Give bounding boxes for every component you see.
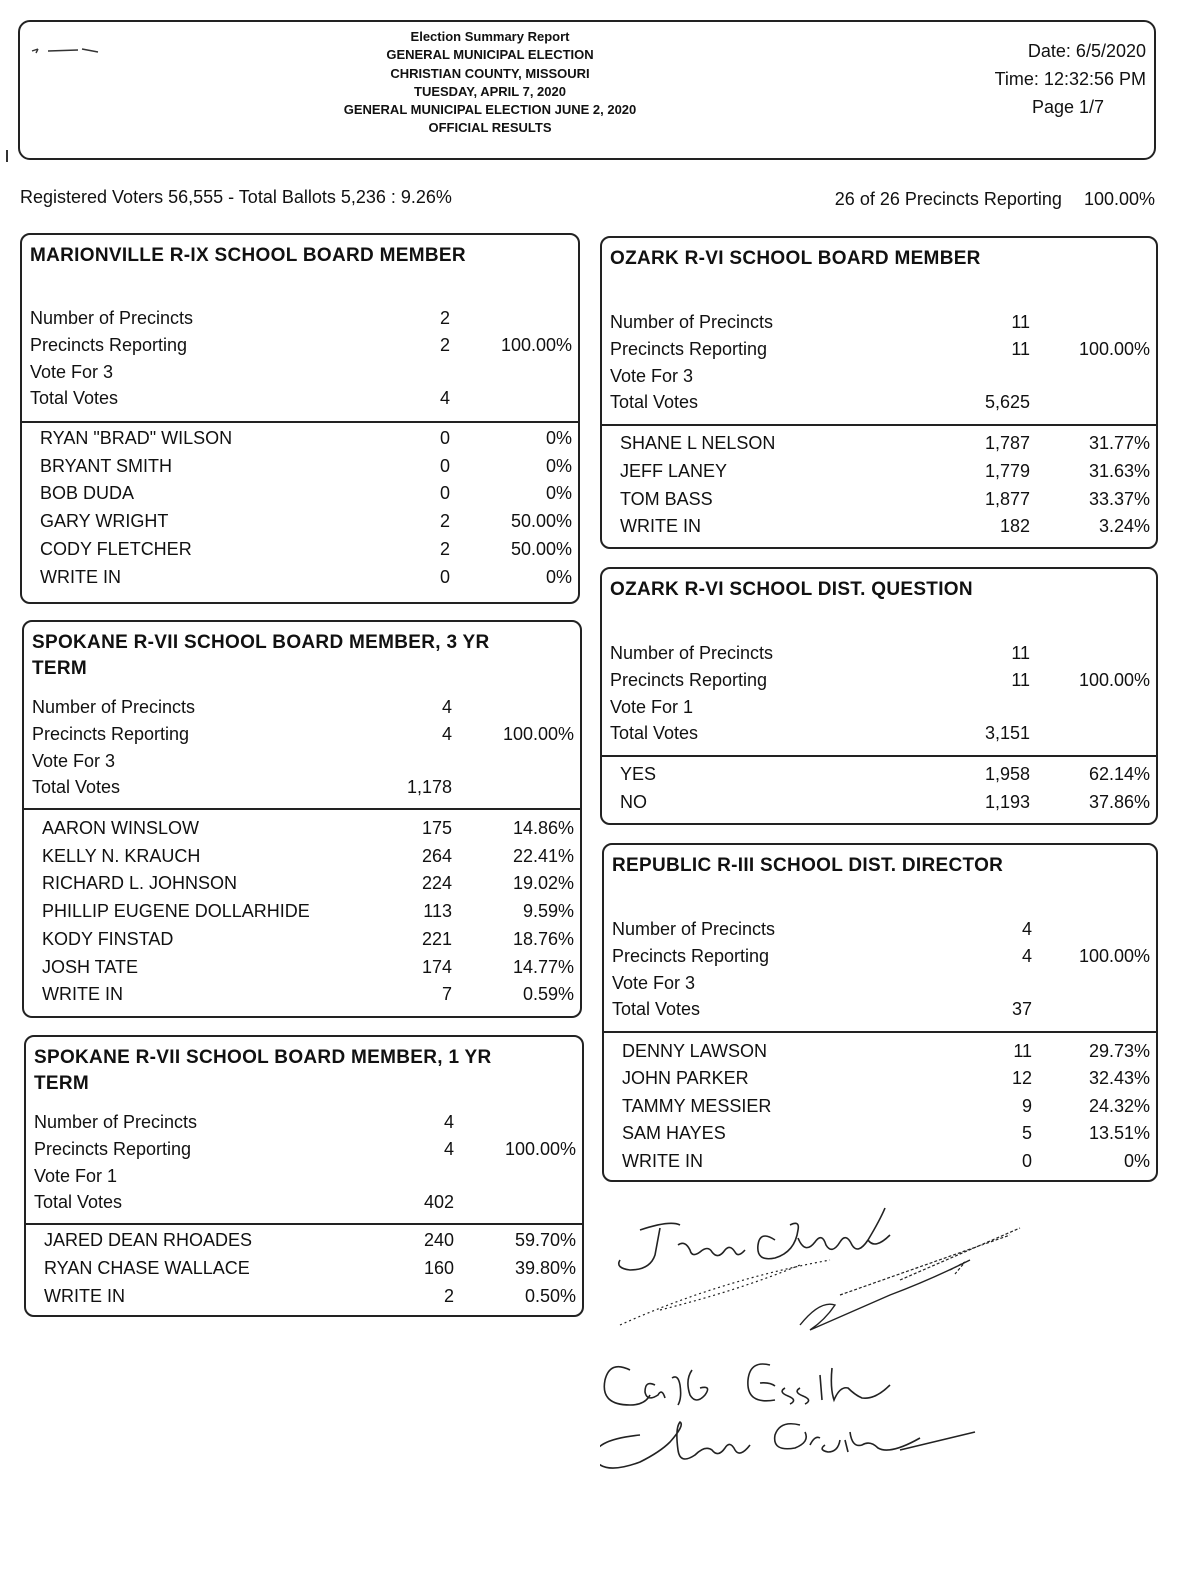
race-divider — [604, 1031, 1156, 1033]
stat-value: 4 — [1021, 946, 1032, 966]
candidate-percent: 14.86% — [512, 818, 574, 838]
candidate-row — [610, 513, 1150, 540]
race-title: OZARK R-VI SCHOOL DIST. QUESTION — [610, 579, 973, 600]
race-title: OZARK R-VI SCHOOL BOARD MEMBER — [610, 248, 981, 269]
stat-percent: 100.00% — [504, 1139, 576, 1159]
race-title: REPUBLIC R-III SCHOOL DIST. DIRECTOR — [612, 855, 1004, 876]
stat-row-total-votes — [610, 720, 1150, 747]
county-name: CHRISTIAN COUNTY, MISSOURI — [390, 65, 590, 81]
candidate-name: PHILLIP EUGENE DOLLARHIDE — [42, 901, 310, 922]
candidate-row — [32, 843, 574, 870]
candidate-row — [30, 425, 572, 452]
scan-mark — [6, 150, 8, 162]
stat-row-total-votes — [610, 389, 1150, 416]
race-divider — [26, 1223, 582, 1225]
candidate-percent: 29.73% — [1088, 1041, 1150, 1061]
candidate-votes: 0 — [439, 428, 450, 448]
candidate-percent: 37.86% — [1088, 791, 1150, 812]
candidate-name: WRITE IN — [40, 566, 121, 587]
stat-value: 4 — [441, 724, 452, 744]
candidate-votes: 0 — [439, 566, 450, 587]
stat-label: Precincts Reporting — [34, 1139, 192, 1159]
candidate-votes: 1,877 — [984, 488, 1030, 509]
candidate-row — [34, 1255, 576, 1282]
stat-label: Total Votes — [612, 999, 701, 1019]
stat-value: 4 — [443, 1112, 454, 1132]
candidate-name: YES — [620, 764, 657, 784]
stat-value: 11 — [1011, 643, 1030, 663]
candidate-row — [612, 1065, 1150, 1092]
candidate-votes: 0 — [439, 483, 450, 504]
candidate-row — [612, 1120, 1150, 1147]
stat-label: Number of Precincts — [30, 308, 194, 328]
candidate-votes: 175 — [421, 818, 452, 838]
candidate-name: JOSH TATE — [42, 956, 139, 977]
race-box — [20, 233, 580, 604]
candidate-name: JARED DEAN RHOADES — [44, 1230, 253, 1250]
candidate-row — [610, 486, 1150, 513]
candidate-percent: 0% — [545, 566, 572, 587]
stat-value: 37 — [1011, 999, 1032, 1019]
stat-row-vote-for — [610, 363, 1150, 390]
stat-value: 3,151 — [984, 723, 1030, 743]
candidate-row — [32, 815, 574, 842]
candidate-name: RYAN CHASE WALLACE — [44, 1258, 250, 1278]
race-divider — [602, 424, 1156, 426]
candidate-name: JEFF LANEY — [620, 460, 728, 481]
race-title: MARIONVILLE R-IX SCHOOL BOARD MEMBER — [30, 245, 466, 266]
stat-percent: 100.00% — [500, 335, 572, 355]
candidate-row — [30, 480, 572, 507]
stat-label: Number of Precincts — [32, 697, 196, 717]
stat-row-total-votes — [34, 1189, 576, 1216]
report-time: Time: 12:32:56 PM — [994, 69, 1146, 89]
candidate-votes: 1,958 — [984, 764, 1030, 784]
race-box — [22, 620, 582, 1018]
candidate-votes: 2 — [439, 511, 450, 532]
signature-carl-essick — [604, 1364, 890, 1405]
stat-label: Vote For 3 — [30, 362, 114, 382]
report-meta — [995, 37, 1146, 121]
candidate-votes: 11 — [1013, 1041, 1032, 1061]
candidate-percent: 59.70% — [514, 1230, 576, 1250]
stat-row-total-votes — [32, 774, 574, 801]
candidate-percent: 13.51% — [1088, 1123, 1150, 1144]
stat-label: Vote For 1 — [610, 697, 694, 717]
page-number: Page 1/7 — [1031, 97, 1104, 117]
stat-label: Precincts Reporting — [32, 724, 190, 744]
candidate-votes: 1,787 — [984, 433, 1030, 453]
stat-label: Total Votes — [610, 392, 699, 412]
election-name: GENERAL MUNICIPAL ELECTION — [386, 47, 594, 63]
stat-row-vote-for — [32, 748, 574, 775]
candidate-percent: 39.80% — [514, 1258, 576, 1278]
stat-value: 4 — [443, 1139, 454, 1159]
stat-value: 4 — [1021, 919, 1032, 939]
stat-label: Number of Precincts — [610, 312, 774, 332]
candidate-percent: 0% — [545, 483, 572, 504]
candidate-row — [612, 1093, 1150, 1120]
stat-row-total-votes — [612, 996, 1150, 1023]
candidate-row — [610, 430, 1150, 457]
candidate-percent: 0% — [545, 428, 572, 448]
stat-percent: 100.00% — [1078, 670, 1150, 690]
stat-percent: 100.00% — [502, 724, 574, 744]
stat-label: Total Votes — [610, 723, 699, 743]
candidate-row — [30, 453, 572, 480]
candidate-name: TAMMY MESSIER — [622, 1095, 772, 1116]
race-divider — [602, 755, 1156, 757]
candidate-percent: 62.14% — [1088, 764, 1150, 784]
candidate-name: WRITE IN — [620, 516, 701, 537]
candidate-name: WRITE IN — [42, 984, 123, 1005]
candidate-votes: 240 — [423, 1230, 454, 1250]
stat-percent: 100.00% — [1078, 946, 1150, 966]
stat-label: Number of Precincts — [34, 1112, 198, 1132]
candidate-row — [34, 1283, 576, 1310]
stat-row-number-of-precincts — [34, 1109, 576, 1136]
stat-value: 402 — [423, 1192, 454, 1212]
candidate-votes: 2 — [439, 538, 450, 559]
stat-value: 4 — [439, 388, 450, 408]
stat-row-precincts-reporting — [612, 943, 1150, 970]
candidate-percent: 50.00% — [510, 538, 572, 559]
stat-row-number-of-precincts — [610, 640, 1150, 667]
race-box — [600, 236, 1158, 549]
stat-label: Number of Precincts — [610, 643, 774, 663]
stat-row-precincts-reporting — [610, 667, 1150, 694]
stat-value: 4 — [441, 697, 452, 717]
registered-voters-summary: Registered Voters 56,555 - Total Ballots 5,236 : 9.26% — [20, 187, 452, 207]
candidate-percent: 19.02% — [512, 873, 574, 894]
stat-label: Vote For 3 — [612, 973, 696, 993]
candidate-percent: 22.41% — [512, 845, 574, 866]
stat-row-precincts-reporting — [30, 332, 572, 359]
candidate-row — [610, 789, 1150, 816]
candidate-votes: 7 — [441, 984, 452, 1005]
race-title: SPOKANE R-VII SCHOOL BOARD MEMBER, 1 YR TERM — [34, 1047, 492, 1094]
candidate-votes: 174 — [421, 956, 452, 977]
signature-john-graham — [600, 1422, 975, 1468]
stat-row-precincts-reporting — [34, 1136, 576, 1163]
stat-label: Number of Precincts — [612, 919, 776, 939]
candidate-percent: 32.43% — [1088, 1068, 1150, 1089]
candidate-name: CODY FLETCHER — [40, 538, 192, 559]
candidate-percent: 24.32% — [1088, 1095, 1150, 1116]
signatures-area — [600, 1200, 1030, 1500]
candidate-votes: 9 — [1021, 1095, 1032, 1116]
stat-row-vote-for — [610, 694, 1150, 721]
candidate-percent: 3.24% — [1098, 516, 1150, 537]
candidate-row — [30, 508, 572, 535]
stat-row-vote-for — [30, 359, 572, 386]
candidate-row — [30, 564, 572, 591]
race-title: SPOKANE R-VII SCHOOL BOARD MEMBER, 3 YR TERM — [32, 632, 490, 679]
candidate-votes: 1,193 — [984, 791, 1030, 812]
stat-value: 2 — [439, 308, 450, 328]
stat-value: 5,625 — [984, 392, 1030, 412]
race-divider — [24, 808, 580, 810]
candidate-row — [612, 1038, 1150, 1065]
candidate-row — [32, 981, 574, 1008]
candidate-name: KELLY N. KRAUCH — [42, 845, 201, 866]
stat-row-vote-for — [34, 1163, 576, 1190]
candidate-votes: 0 — [439, 455, 450, 476]
candidate-row — [610, 761, 1150, 788]
stat-row-total-votes — [30, 385, 572, 412]
candidate-votes: 12 — [1011, 1068, 1032, 1089]
candidate-percent: 18.76% — [512, 928, 574, 949]
candidate-votes: 264 — [421, 845, 452, 866]
candidate-name: GARY WRIGHT — [40, 511, 169, 532]
signature-jim-russell — [619, 1208, 1020, 1330]
candidate-percent: 9.59% — [522, 901, 574, 922]
race-box — [600, 567, 1158, 825]
precincts-reporting-summary — [835, 189, 1155, 210]
candidate-name: DENNY LAWSON — [622, 1041, 768, 1061]
race-box — [602, 843, 1158, 1182]
candidate-name: SHANE L NELSON — [620, 433, 776, 453]
candidate-row — [32, 954, 574, 981]
election-date: TUESDAY, APRIL 7, 2020 — [414, 83, 566, 99]
stat-label: Vote For 1 — [34, 1166, 118, 1186]
candidate-percent: 0.59% — [522, 984, 574, 1005]
candidate-votes: 221 — [421, 928, 452, 949]
candidate-percent: 31.63% — [1088, 460, 1150, 481]
candidate-name: WRITE IN — [622, 1150, 703, 1171]
stat-value: 2 — [439, 335, 450, 355]
candidate-name: JOHN PARKER — [622, 1068, 749, 1089]
candidate-votes: 2 — [443, 1286, 454, 1306]
stat-label: Vote For 3 — [32, 751, 116, 771]
candidate-name: WRITE IN — [44, 1286, 125, 1306]
candidate-name: BOB DUDA — [40, 483, 135, 504]
stat-value: 11 — [1011, 670, 1030, 690]
candidate-percent: 0.50% — [524, 1286, 576, 1306]
race-box — [24, 1035, 584, 1317]
candidate-name: AARON WINSLOW — [42, 818, 200, 838]
precincts-reporting-pct: 100.00% — [1083, 189, 1155, 209]
candidate-votes: 113 — [423, 901, 452, 922]
candidate-name: NO — [620, 791, 647, 812]
results-status: OFFICIAL RESULTS — [428, 120, 552, 136]
candidate-row — [612, 1148, 1150, 1175]
candidate-percent: 0% — [545, 455, 572, 476]
stat-value: 11 — [1011, 312, 1030, 332]
stat-row-precincts-reporting — [32, 721, 574, 748]
candidate-row — [32, 926, 574, 953]
candidate-percent: 31.77% — [1088, 433, 1150, 453]
stat-value: 11 — [1011, 339, 1030, 359]
candidate-name: TOM BASS — [620, 488, 713, 509]
stat-row-number-of-precincts — [610, 309, 1150, 336]
candidate-name: KODY FINSTAD — [42, 928, 174, 949]
stat-label: Total Votes — [34, 1192, 123, 1212]
candidate-row — [30, 536, 572, 563]
candidate-name: SAM HAYES — [622, 1123, 726, 1144]
dash-mark-icon — [30, 46, 100, 56]
stat-label: Precincts Reporting — [610, 339, 768, 359]
candidate-percent: 14.77% — [512, 956, 574, 977]
candidate-row — [32, 898, 574, 925]
stat-row-number-of-precincts — [612, 916, 1150, 943]
stat-label: Precincts Reporting — [610, 670, 768, 690]
report-date: Date: 6/5/2020 — [1027, 41, 1146, 61]
stat-value: 1,178 — [406, 777, 452, 797]
precincts-reporting-text: 26 of 26 Precincts Reporting — [834, 189, 1062, 209]
candidate-percent: 50.00% — [510, 511, 572, 532]
candidate-votes: 160 — [423, 1258, 454, 1278]
stat-label: Precincts Reporting — [612, 946, 770, 966]
candidate-name: BRYANT SMITH — [40, 455, 173, 476]
candidate-name: RYAN "BRAD" WILSON — [40, 428, 233, 448]
stat-label: Total Votes — [30, 388, 119, 408]
stat-row-vote-for — [612, 970, 1150, 997]
stat-row-precincts-reporting — [610, 336, 1150, 363]
candidate-votes: 182 — [999, 516, 1030, 537]
stat-percent: 100.00% — [1078, 339, 1150, 359]
candidate-votes: 5 — [1021, 1123, 1032, 1144]
candidate-row — [32, 870, 574, 897]
candidate-percent: 33.37% — [1088, 488, 1150, 509]
stat-row-number-of-precincts — [32, 694, 574, 721]
candidate-votes: 224 — [421, 873, 452, 894]
report-title: Election Summary Report — [410, 29, 570, 44]
candidate-votes: 1,779 — [984, 460, 1030, 481]
stat-label: Vote For 3 — [610, 366, 694, 386]
stat-label: Total Votes — [32, 777, 121, 797]
candidate-name: RICHARD L. JOHNSON — [42, 873, 238, 894]
stat-row-number-of-precincts — [30, 305, 572, 332]
candidate-percent: 0% — [1123, 1150, 1150, 1171]
candidate-row — [610, 458, 1150, 485]
race-divider — [22, 421, 578, 423]
candidate-votes: 0 — [1021, 1150, 1032, 1171]
stat-label: Precincts Reporting — [30, 335, 188, 355]
election-subtitle: GENERAL MUNICIPAL ELECTION JUNE 2, 2020 — [343, 102, 637, 118]
candidate-row — [34, 1227, 576, 1254]
report-title-block — [270, 28, 710, 138]
